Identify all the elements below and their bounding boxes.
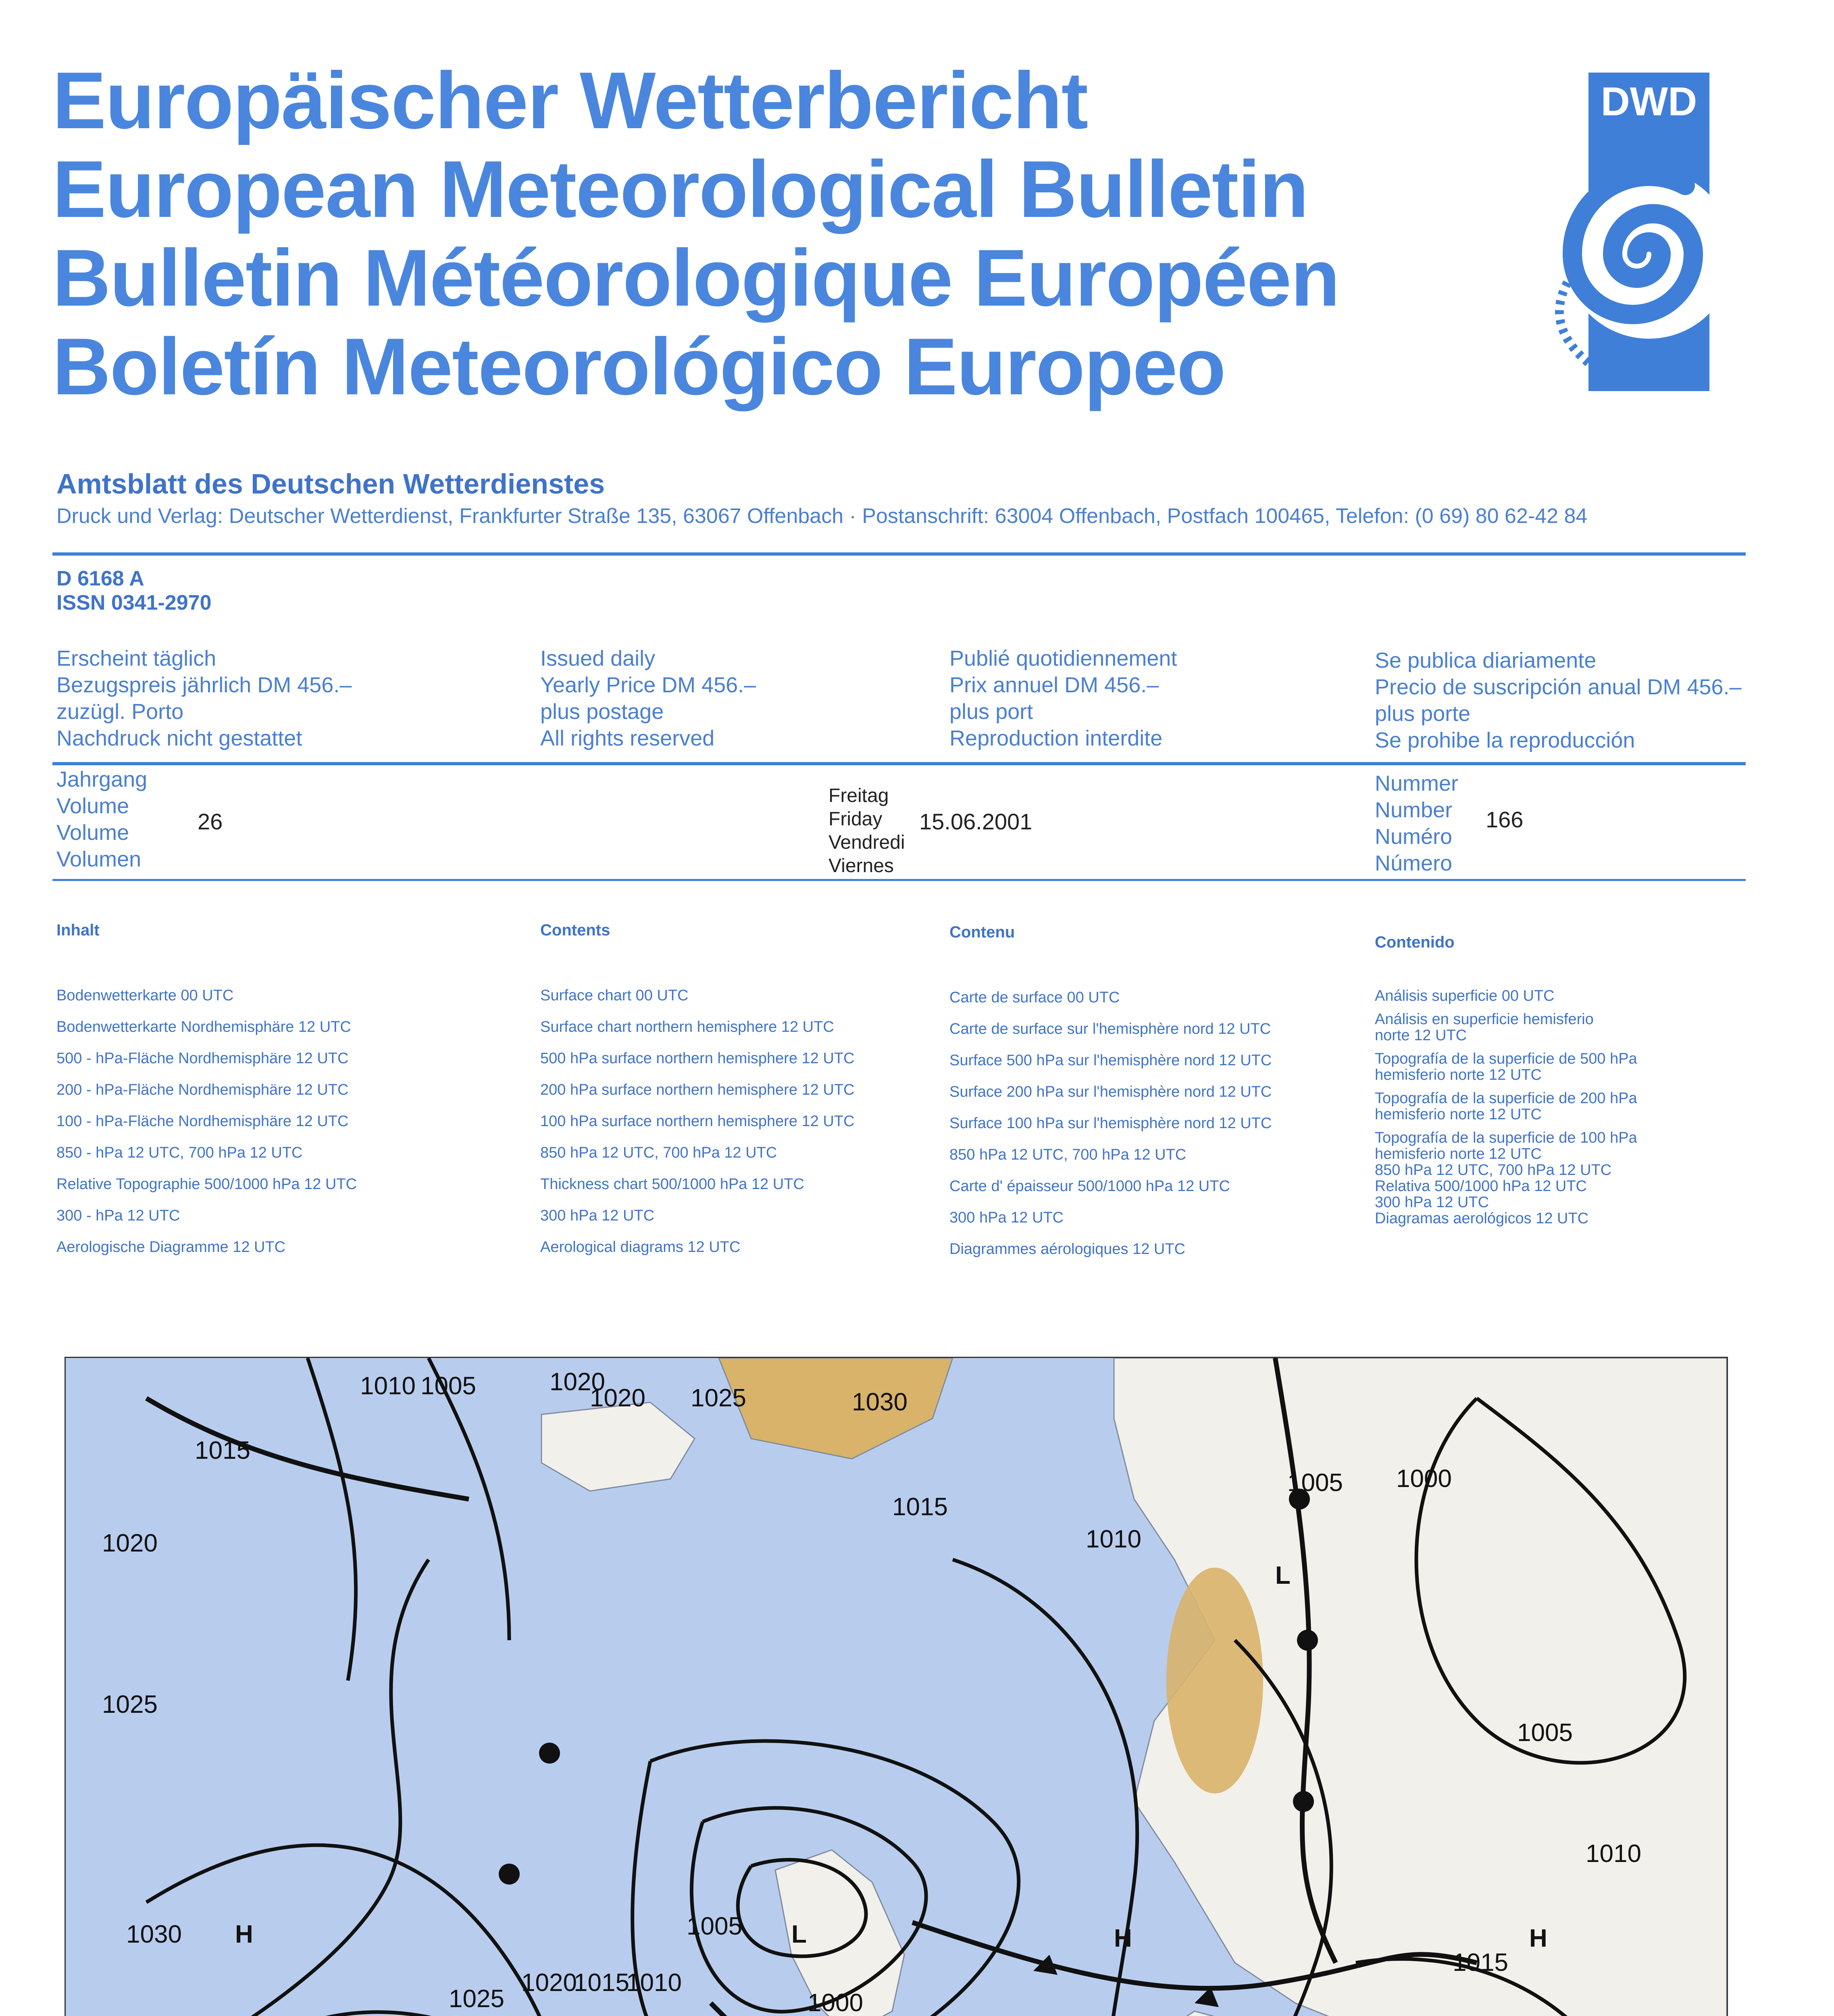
- contents-item: Relative Topographie 500/1000 hPa 12 UTC: [56, 1176, 357, 1193]
- contents-item: hemisferio norte 12 UTC: [1375, 1145, 1542, 1162]
- isobar-label: 1005: [1287, 1469, 1343, 1497]
- contents-heading-es: Contenido: [1375, 933, 1455, 951]
- contents-item: 200 hPa surface northern hemisphere 12 UTC: [540, 1081, 855, 1098]
- contents-item: Carte d' épaisseur 500/1000 hPa 12 UTC: [949, 1178, 1230, 1195]
- isobar-label: 1005: [687, 1912, 742, 1940]
- info-column-es: [1375, 647, 1741, 754]
- surface-map-svg: [66, 1358, 1727, 2016]
- title-de: Europäischer Wetterbericht: [52, 56, 1088, 146]
- amtsblatt-heading: Amtsblatt des Deutschen Wetterdienstes: [56, 468, 605, 500]
- contents-item: Thickness chart 500/1000 hPa 12 UTC: [540, 1176, 804, 1193]
- isobar-label: 1010: [360, 1372, 416, 1400]
- contents-item: Surface chart northern hemisphere 12 UTC: [540, 1018, 834, 1035]
- publisher-line: Druck und Verlag: Deutscher Wetterdienst, Frankfurter Straße 135, 63067 Offenbach · Postanschrift: 63004 Offenbach, Postfach 100465, Telefon: (0 69) 80 62-42 84: [56, 504, 1588, 528]
- contents-item: Diagrammes aérologiques 12 UTC: [949, 1241, 1186, 1258]
- contents-item: 300 hPa 12 UTC: [540, 1207, 655, 1224]
- divider-3: [52, 879, 1746, 881]
- contents-heading-de: Inhalt: [56, 921, 100, 939]
- issue-number: 166: [1486, 807, 1524, 832]
- info-line: plus port: [949, 700, 1033, 724]
- number-label: Number: [1375, 798, 1453, 822]
- contents-item: norte 12 UTC: [1375, 1027, 1467, 1044]
- contents-item: Bodenwetterkarte 00 UTC: [56, 987, 234, 1004]
- info-line: Issued daily: [540, 646, 656, 671]
- contents-item: Surface chart 00 UTC: [540, 987, 689, 1004]
- contents-item: 100 - hPa-Fläche Nordhemisphäre 12 UTC: [56, 1113, 349, 1130]
- isobar-label: 1010: [626, 1969, 682, 1997]
- info-line: Yearly Price DM 456.–: [540, 673, 756, 697]
- volume-labels: [56, 766, 147, 873]
- contents-item: 300 hPa 12 UTC: [1375, 1194, 1489, 1211]
- isobar-label: 1005: [421, 1372, 476, 1400]
- contents-item: 200 - hPa-Fläche Nordhemisphäre 12 UTC: [56, 1081, 349, 1098]
- contents-list-fr: [949, 982, 1272, 1265]
- pressure-center-high: H: [1114, 1924, 1132, 1952]
- contents-item: 300 hPa 12 UTC: [949, 1209, 1064, 1226]
- isobar-label: 1005: [1517, 1719, 1573, 1747]
- isobar-label: 1015: [574, 1969, 629, 1997]
- volume-label: Volumen: [56, 847, 142, 871]
- contents-item: Topografía de la superficie de 100 hPa: [1375, 1129, 1637, 1146]
- contents-heading-fr: Contenu: [949, 923, 1015, 941]
- pressure-center-low: L: [791, 1920, 807, 1948]
- info-line: plus porte: [1375, 702, 1471, 726]
- info-line: plus postage: [540, 700, 664, 724]
- contents-item: 850 hPa 12 UTC, 700 hPa 12 UTC: [949, 1146, 1187, 1163]
- isobar-label: 1030: [126, 1920, 182, 1948]
- dwd-logo-text: DWD: [1601, 79, 1697, 124]
- contents-item: 850 hPa 12 UTC, 700 hPa 12 UTC: [540, 1144, 777, 1161]
- volume-label: Volume: [56, 794, 129, 818]
- contents-item: Topografía de la superficie de 500 hPa: [1375, 1050, 1637, 1067]
- contents-list-de: [56, 980, 357, 1263]
- number-label: Numéro: [1375, 825, 1453, 849]
- info-line: Precio de suscripción anual DM 456.–: [1375, 675, 1742, 699]
- isobar-label: 1025: [102, 1691, 158, 1718]
- isobar-label: 1020: [102, 1529, 158, 1557]
- pressure-center-high: H: [1529, 1924, 1547, 1952]
- contents-item: 100 hPa surface northern hemisphere 12 UTC: [540, 1113, 855, 1130]
- info-line: Publié quotidiennement: [949, 646, 1177, 671]
- info-line: zuzügl. Porto: [56, 700, 184, 724]
- day-labels: [829, 784, 905, 878]
- contents-item: Diagramas aerológicos 12 UTC: [1375, 1210, 1589, 1227]
- contents-item: 850 - hPa 12 UTC, 700 hPa 12 UTC: [56, 1144, 303, 1161]
- info-line: Se prohibe la reproducción: [1375, 728, 1635, 752]
- isobar-label: 1025: [449, 1985, 504, 2013]
- pressure-center-high: H: [235, 1920, 253, 1948]
- isobar-label: 1015: [195, 1437, 250, 1464]
- isobar-label: 1010: [1586, 1840, 1641, 1868]
- day-label: Freitag: [829, 785, 889, 806]
- title-es: Boletín Meteorológico Europeo: [52, 322, 1225, 412]
- issn: ISSN 0341-2970: [56, 591, 212, 614]
- info-line: Nachdruck nicht gestattet: [56, 726, 302, 750]
- volume-number: 26: [198, 809, 223, 834]
- contents-item: Carte de surface sur l'hemisphère nord 12 UTC: [949, 1020, 1271, 1037]
- contents-item: Aerologische Diagramme 12 UTC: [56, 1239, 286, 1256]
- info-line: Erscheint täglich: [56, 646, 216, 671]
- title-en: European Meteorological Bulletin: [52, 144, 1308, 234]
- isobar-label: 1000: [1396, 1465, 1452, 1493]
- contents-item: Relativa 500/1000 hPa 12 UTC: [1375, 1178, 1587, 1195]
- info-column-de: [56, 645, 352, 752]
- publication-code: D 6168 A: [56, 567, 144, 590]
- isobar-label: 1020: [590, 1384, 645, 1412]
- contents-item: Topografía de la superficie de 200 hPa: [1375, 1090, 1637, 1107]
- contents-item: 500 hPa surface northern hemisphere 12 UTC: [540, 1050, 855, 1067]
- isobar-label: 1025: [691, 1384, 746, 1412]
- contents-heading-en: Contents: [540, 921, 610, 939]
- day-label: Viernes: [829, 855, 894, 877]
- info-line: Prix annuel DM 456.–: [949, 673, 1159, 697]
- isobar-label: 1015: [1453, 1949, 1508, 1976]
- contents-item: hemisferio norte 12 UTC: [1375, 1066, 1542, 1083]
- contents-item: hemisferio norte 12 UTC: [1375, 1106, 1542, 1123]
- info-line: All rights reserved: [540, 726, 715, 750]
- contents-list-es: [1375, 988, 1637, 1227]
- info-line: Se publica diariamente: [1375, 648, 1597, 673]
- isobar-label: 1020: [550, 1368, 605, 1396]
- isobar-label: 1030: [852, 1388, 908, 1416]
- info-column-en: [540, 645, 756, 752]
- number-labels: [1375, 770, 1458, 877]
- contents-item: Análisis superficie 00 UTC: [1375, 987, 1555, 1004]
- isobar-label: 1015: [892, 1493, 948, 1521]
- info-column-fr: [949, 645, 1177, 752]
- contents-item: Aerological diagrams 12 UTC: [540, 1239, 741, 1256]
- volume-label: Jahrgang: [56, 767, 148, 791]
- contents-item: 300 - hPa 12 UTC: [56, 1207, 180, 1224]
- contents-item: Surface 500 hPa sur l'hemisphère nord 12 UTC: [949, 1052, 1272, 1069]
- issue-date: 15.06.2001: [919, 809, 1033, 834]
- contents-list-en: [540, 980, 854, 1263]
- title-fr: Bulletin Météorologique Européen: [52, 233, 1339, 323]
- contents-item: Análisis en superficie hemisferio: [1375, 1011, 1594, 1028]
- contents-item: Carte de surface 00 UTC: [949, 989, 1120, 1006]
- info-line: Reproduction interdite: [949, 726, 1163, 750]
- info-line: Bezugspreis jährlich DM 456.–: [56, 673, 352, 697]
- contents-item: Surface 100 hPa sur l'hemisphère nord 12 UTC: [949, 1115, 1272, 1132]
- isobar-label: 1020: [521, 1969, 577, 1997]
- volume-label: Volume: [56, 821, 129, 845]
- isobar-label: 1000: [808, 1989, 863, 2016]
- number-label: Nummer: [1375, 771, 1459, 796]
- dwd-swirl-icon: [1492, 153, 1754, 395]
- surface-weather-map: [65, 1357, 1728, 2016]
- day-label: Vendredi: [829, 832, 905, 853]
- contents-item: 850 hPa 12 UTC, 700 hPa 12 UTC: [1375, 1162, 1612, 1179]
- contents-item: Bodenwetterkarte Nordhemisphäre 12 UTC: [56, 1018, 351, 1035]
- pressure-center-low: L: [1275, 1562, 1291, 1589]
- isobar-label: 1010: [1086, 1525, 1141, 1553]
- divider-1: [52, 552, 1746, 556]
- divider-2: [52, 762, 1746, 765]
- contents-item: 500 - hPa-Fläche Nordhemisphäre 12 UTC: [56, 1050, 349, 1067]
- day-label: Friday: [829, 808, 883, 830]
- contents-item: Surface 200 hPa sur l'hemisphère nord 12 UTC: [949, 1083, 1272, 1100]
- number-label: Número: [1375, 851, 1453, 875]
